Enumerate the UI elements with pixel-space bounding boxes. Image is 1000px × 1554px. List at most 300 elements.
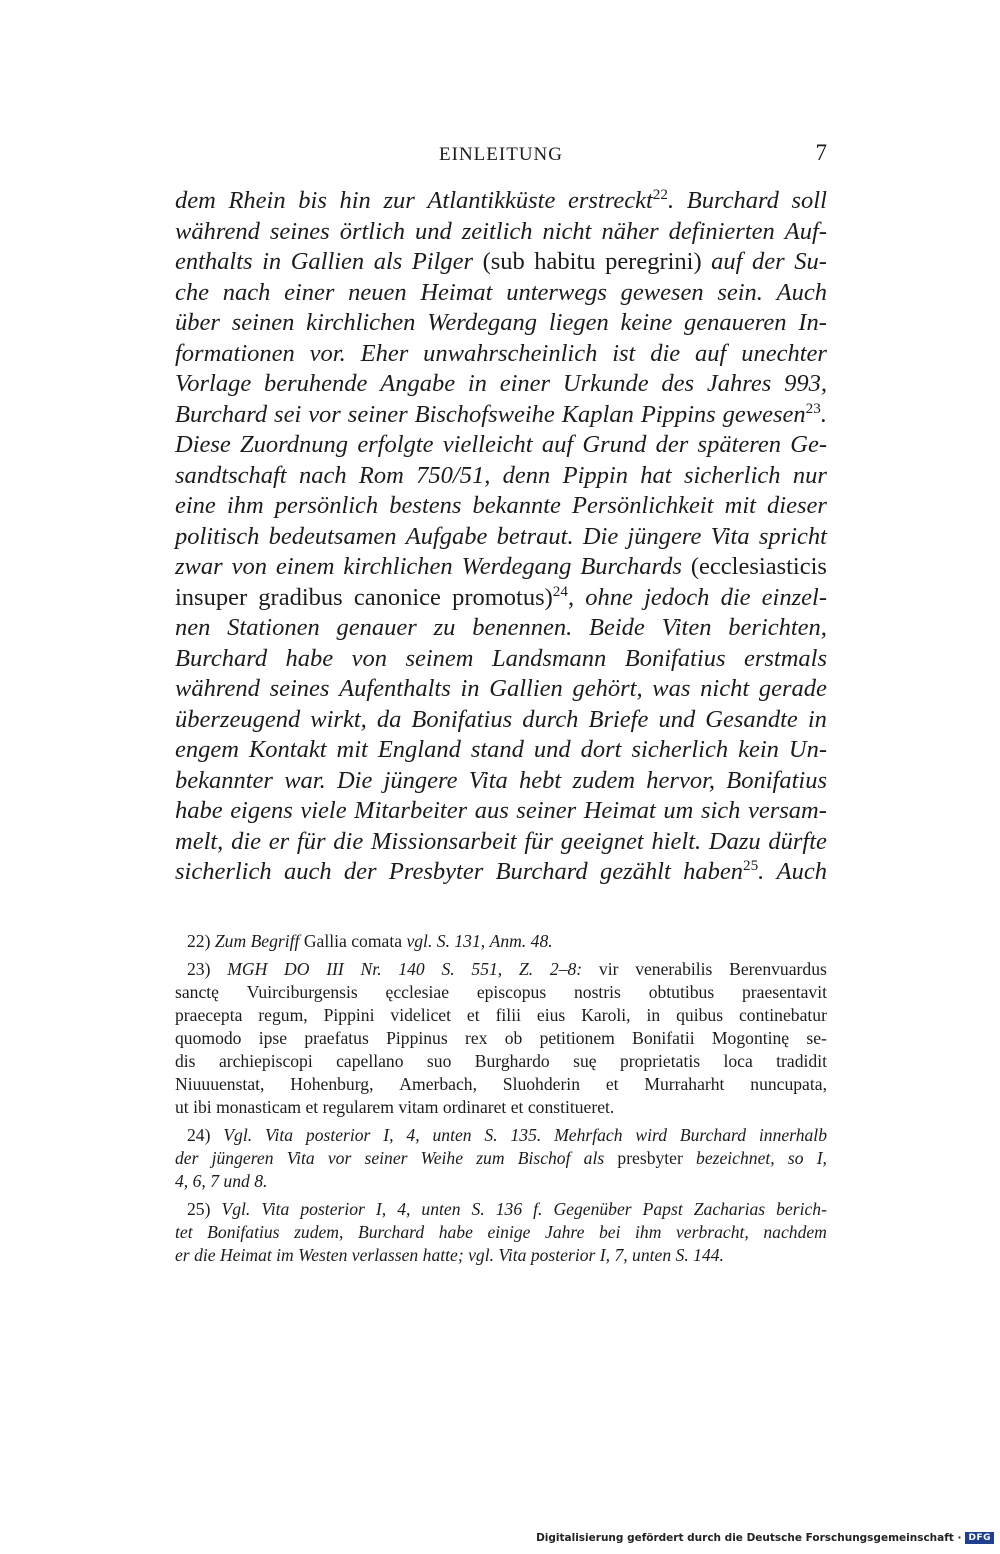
word <box>543 217 592 248</box>
word <box>175 1096 189 1119</box>
word <box>306 1124 371 1147</box>
word <box>643 1198 683 1221</box>
word <box>265 1124 293 1147</box>
text-run: 135. <box>510 1125 542 1145</box>
word <box>469 766 508 797</box>
text-run: Bonifatii <box>632 1028 695 1048</box>
word <box>498 1244 526 1267</box>
text-run: obtutibus <box>648 982 715 1002</box>
text-run: loca <box>723 1051 753 1071</box>
word <box>337 613 417 644</box>
word <box>232 552 267 583</box>
word <box>691 552 827 583</box>
word <box>175 1004 242 1027</box>
word <box>175 430 231 461</box>
text-run: örtlich <box>339 217 406 245</box>
text-run: posterior <box>530 1245 596 1265</box>
text-run: nicht <box>700 675 750 702</box>
footnote <box>175 1124 827 1193</box>
text-run: ipse <box>258 1028 288 1048</box>
word <box>193 1170 206 1193</box>
word <box>175 369 251 400</box>
text-run: 144. <box>693 1245 724 1265</box>
word <box>389 491 461 522</box>
word <box>383 1124 393 1147</box>
text-run: seiner <box>347 400 408 428</box>
text-run: In- <box>798 309 827 336</box>
text-line <box>175 491 827 522</box>
text-run: Burchard <box>686 187 779 214</box>
text-run: Werdegang <box>461 553 572 580</box>
word <box>336 1050 403 1073</box>
text-run: auf <box>541 431 574 458</box>
word <box>175 339 295 370</box>
word <box>784 369 827 400</box>
text-run: 24) <box>187 1125 211 1145</box>
word <box>227 491 264 522</box>
text-run: persönlich <box>274 492 379 519</box>
text-run: nen <box>175 614 211 641</box>
word <box>389 857 483 888</box>
text-run: hat <box>640 461 672 489</box>
word <box>534 247 595 278</box>
word <box>750 1073 827 1096</box>
text-run: quibus <box>676 1005 724 1025</box>
word <box>175 400 267 431</box>
word <box>175 1147 198 1170</box>
text-run: als <box>373 248 403 275</box>
text-run: der <box>175 1148 199 1168</box>
word <box>487 1221 530 1244</box>
text-run: jüngeren <box>211 1148 274 1168</box>
text-run: wirkt, <box>310 705 367 733</box>
text-run: Briefe <box>588 705 649 733</box>
word <box>405 644 473 675</box>
text-run: et <box>466 1005 480 1025</box>
text-run: so <box>787 1148 804 1168</box>
text-run: vor. <box>309 339 346 367</box>
word <box>698 430 781 461</box>
text-run: für <box>296 827 326 855</box>
text-line <box>175 796 827 827</box>
word <box>175 796 223 827</box>
word <box>383 186 414 217</box>
main-text <box>175 186 827 888</box>
word <box>601 217 658 248</box>
text-run: Un- <box>788 736 827 763</box>
text-run: Auch <box>776 278 827 306</box>
text-run: neuen <box>348 278 407 306</box>
text-run: habe <box>285 644 334 672</box>
word <box>794 247 827 278</box>
text-run: späteren <box>697 431 782 458</box>
word <box>468 369 487 400</box>
text-run: ordinaret <box>442 1097 507 1117</box>
word <box>632 1244 671 1267</box>
text-run: 8. <box>254 1171 268 1191</box>
text-run: innerhalb <box>758 1125 827 1145</box>
text-run: Karoli, <box>581 1005 631 1025</box>
word <box>249 735 327 766</box>
text-run: ęcclesiae <box>385 982 450 1002</box>
word <box>270 217 330 248</box>
text-run: zum <box>476 1148 505 1168</box>
word <box>729 958 827 981</box>
text-run: promotus) <box>452 583 553 611</box>
text-run: einer <box>284 278 335 306</box>
text-line <box>175 766 827 797</box>
word <box>696 1147 775 1170</box>
word <box>621 308 673 339</box>
text-run: I, <box>383 1125 394 1145</box>
word <box>490 930 527 953</box>
word <box>505 1027 523 1050</box>
word <box>759 674 827 705</box>
text-run: I, <box>599 1245 611 1265</box>
text-run: Missionsarbeit <box>370 827 517 855</box>
word <box>376 1198 386 1221</box>
word <box>574 981 621 1004</box>
text-run: bestens <box>389 492 462 519</box>
text-run: die <box>194 1245 216 1265</box>
word <box>232 308 295 339</box>
word <box>175 1027 241 1050</box>
text-run: kein <box>738 736 779 763</box>
word <box>420 278 492 309</box>
word <box>231 827 261 858</box>
word <box>212 1147 274 1170</box>
word <box>284 958 309 981</box>
word <box>635 958 712 981</box>
word <box>247 981 358 1004</box>
word <box>612 339 635 370</box>
text-line <box>175 613 827 644</box>
word <box>580 552 682 583</box>
text-run: Pippins <box>640 400 716 428</box>
text-line <box>175 217 827 248</box>
word <box>359 461 404 492</box>
text-run: einem <box>275 553 335 580</box>
footnote <box>175 1198 827 1267</box>
text-run: England <box>377 736 461 763</box>
text-line <box>175 552 827 583</box>
text-run: Beide <box>589 614 645 641</box>
word <box>676 1244 689 1267</box>
text-run: Mogontinę <box>711 1028 790 1048</box>
text-run: berich- <box>776 1199 827 1219</box>
text-run: Vita <box>286 1148 315 1168</box>
word <box>175 247 253 278</box>
word <box>275 491 378 522</box>
word <box>175 217 260 248</box>
text-run: Heimat <box>583 797 656 824</box>
footnote-line <box>175 1221 827 1244</box>
word <box>361 958 382 981</box>
text-run: III <box>326 959 344 979</box>
word <box>472 1198 485 1221</box>
text-run: genaueren <box>684 309 787 336</box>
text-run: eius <box>536 1005 566 1025</box>
text-run: genauer <box>336 614 417 641</box>
text-run: 4, <box>406 1125 420 1145</box>
word <box>693 1244 724 1267</box>
word <box>711 522 750 553</box>
footnote <box>175 930 827 953</box>
text-run: Vita <box>265 1125 294 1145</box>
text-run: Vita <box>261 1199 290 1219</box>
word <box>187 1198 210 1221</box>
text-run: der <box>655 431 689 458</box>
text-run: Westen <box>298 1245 348 1265</box>
word <box>427 186 555 217</box>
word <box>687 186 779 217</box>
word <box>545 1221 584 1244</box>
word <box>600 1244 610 1267</box>
word <box>599 958 619 981</box>
word <box>432 1124 471 1147</box>
text-run: mit <box>724 492 756 519</box>
text-run: benennen. <box>472 614 573 641</box>
word <box>806 1027 827 1050</box>
word <box>227 958 267 981</box>
text-run: habitu <box>534 248 596 275</box>
word <box>650 339 680 370</box>
text-run: melt, <box>175 827 224 855</box>
word <box>175 461 287 492</box>
word <box>286 644 334 675</box>
text-run: berichten, <box>728 614 827 641</box>
text-run: S. <box>436 931 450 951</box>
word <box>537 1004 565 1027</box>
word <box>421 1198 460 1221</box>
footnote-line <box>175 1050 827 1073</box>
word <box>460 674 479 705</box>
word <box>585 583 633 614</box>
word <box>573 1050 596 1073</box>
text-run: hin <box>339 187 371 214</box>
text-run: stand <box>470 736 524 763</box>
word <box>352 1244 418 1267</box>
text-run: ihm <box>635 1222 662 1242</box>
text-run: Berenvuardus <box>729 959 827 979</box>
word <box>728 613 827 644</box>
word <box>276 552 335 583</box>
word <box>348 278 407 309</box>
text-run: bei <box>598 1222 621 1242</box>
word <box>542 430 573 461</box>
text-run: Kontakt <box>248 736 327 763</box>
word <box>343 552 452 583</box>
word <box>534 735 571 766</box>
text-run: in <box>646 1005 661 1025</box>
word <box>777 857 827 888</box>
word <box>406 930 432 953</box>
word <box>524 827 553 858</box>
text-run: jedoch <box>644 583 710 611</box>
word <box>635 1221 661 1244</box>
word <box>503 461 551 492</box>
text-run: DO <box>284 959 310 979</box>
text-run: suę <box>573 1051 597 1071</box>
word <box>397 1198 410 1221</box>
text-run: Z. <box>518 959 534 979</box>
text-run: näher <box>601 217 659 245</box>
text-run: zudem, <box>294 1222 344 1242</box>
text-run: archiepiscopi <box>218 1051 313 1071</box>
word <box>421 1147 463 1170</box>
word <box>175 552 223 583</box>
text-run: dort <box>580 736 622 763</box>
text-run: keine <box>620 309 673 336</box>
word <box>584 796 656 827</box>
text-run: beruhende <box>264 370 368 397</box>
text-run: Burchard <box>495 858 588 885</box>
text-run: über <box>175 309 220 336</box>
word <box>554 1124 622 1147</box>
text-run: des <box>661 370 695 397</box>
text-line <box>175 857 827 888</box>
text-run: praefatus <box>304 1028 369 1048</box>
word <box>492 644 606 675</box>
word <box>496 857 588 888</box>
text-run: und <box>415 217 452 245</box>
word <box>511 1096 524 1119</box>
word <box>600 857 671 888</box>
text-run: Ge- <box>790 431 827 458</box>
word <box>175 308 220 339</box>
text-run: et <box>305 1097 319 1117</box>
text-line <box>175 644 827 675</box>
word <box>439 1221 473 1244</box>
text-run: tradidit <box>776 1051 827 1071</box>
text-run: episcopus <box>476 982 547 1002</box>
text-run: 136 <box>495 1199 523 1219</box>
word <box>516 796 576 827</box>
word <box>390 1004 451 1027</box>
word <box>519 766 561 797</box>
text-run: nach <box>298 461 347 489</box>
text-run: 22) <box>187 931 211 951</box>
text-run: Burchard <box>175 644 268 672</box>
text-run: Persönlichkeit <box>572 492 714 519</box>
text-run: überzeugend <box>175 705 301 733</box>
word <box>175 613 210 644</box>
word <box>582 430 646 461</box>
word <box>563 461 628 492</box>
footnote-line <box>175 1124 827 1147</box>
word <box>258 583 342 614</box>
text-run: Diese <box>175 431 231 458</box>
word <box>649 981 715 1004</box>
word <box>789 735 827 766</box>
word <box>175 766 273 797</box>
word <box>175 857 272 888</box>
text-run: posterior <box>305 1125 371 1145</box>
text-run: continebatur <box>739 1005 827 1025</box>
word <box>324 1004 375 1027</box>
word <box>386 1027 448 1050</box>
text-run: vgl. <box>406 931 433 951</box>
word <box>304 1027 368 1050</box>
word <box>738 735 779 766</box>
text-line <box>175 583 827 614</box>
word <box>406 1124 419 1147</box>
word <box>684 308 787 339</box>
text-run: Pippin <box>562 461 628 489</box>
text-run: vitam <box>398 1097 439 1117</box>
word <box>711 247 742 278</box>
word <box>380 369 455 400</box>
text-run: Kaplan <box>561 400 634 428</box>
text-run: engem <box>175 736 239 763</box>
text-run: Gegenüber <box>553 1199 632 1219</box>
text-run: versam- <box>747 797 827 824</box>
word <box>386 981 449 1004</box>
word <box>785 217 827 248</box>
text-run: Vuirciburgensis <box>246 982 358 1002</box>
word <box>631 735 728 766</box>
text-run: bekannter <box>175 766 273 794</box>
text-run: seiner <box>516 797 577 824</box>
text-run: unechter <box>741 339 827 367</box>
word <box>175 1221 193 1244</box>
text-run: Grund <box>582 431 647 458</box>
text-run: Gesandte <box>705 705 798 733</box>
word <box>563 369 649 400</box>
word <box>175 644 267 675</box>
word <box>798 308 827 339</box>
word <box>352 644 387 675</box>
word <box>519 958 533 981</box>
word <box>454 930 485 953</box>
text-run: auf <box>695 339 727 367</box>
text-run: denn <box>502 461 551 489</box>
text-run: er <box>175 1245 190 1265</box>
word <box>473 491 561 522</box>
text-line <box>175 278 827 309</box>
word <box>581 735 622 766</box>
word <box>522 705 578 736</box>
text-run: S. <box>484 1125 498 1145</box>
word <box>304 930 347 953</box>
text-run: constitueret. <box>527 1097 615 1117</box>
word <box>361 339 409 370</box>
word <box>500 369 550 400</box>
word <box>262 247 281 278</box>
word <box>676 1221 749 1244</box>
text-run: 7 <box>210 1171 220 1191</box>
text-run: hielt. <box>651 827 702 855</box>
text-run: Bonifatius <box>726 766 827 794</box>
text-run: zur <box>383 187 415 214</box>
text-run: unten <box>432 1125 472 1145</box>
text-run: 4, <box>397 1199 411 1219</box>
word <box>705 705 798 736</box>
text-run: Atlantikküste <box>427 187 556 214</box>
word <box>663 796 693 827</box>
text-run: unten <box>632 1245 672 1265</box>
text-run: 4, <box>175 1171 189 1191</box>
text-run: Die <box>336 766 373 794</box>
text-run: von <box>351 644 387 672</box>
word <box>276 1244 294 1267</box>
word <box>549 308 609 339</box>
text-run: ohne <box>585 583 633 611</box>
text-run: von <box>231 553 267 580</box>
page-number: 7 <box>815 140 827 165</box>
footnote-line <box>175 930 827 953</box>
text-run: viele <box>300 797 347 824</box>
